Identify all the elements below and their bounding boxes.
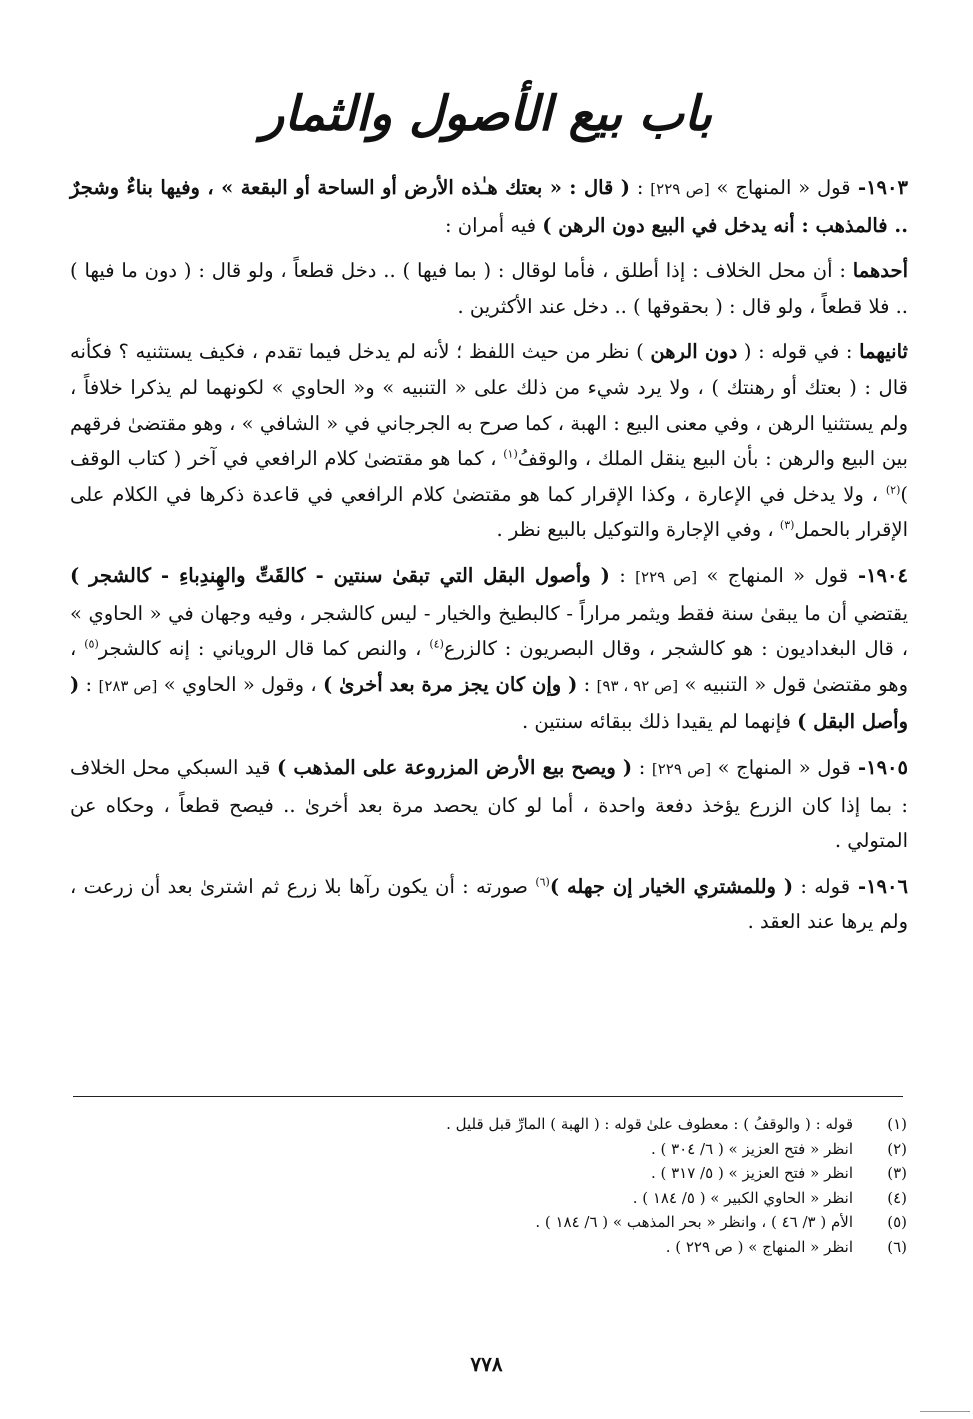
text-segment: فيه أمران : bbox=[445, 213, 543, 237]
footnote-text: انظر « الحاوي الكبير » ( ٥/ ١٨٤ ) . bbox=[632, 1188, 853, 1207]
footnote-text: انظر « المنهاج » ( ص ٢٢٩ ) . bbox=[665, 1237, 853, 1256]
text-segment: ، وهو مقتضىٰ قول « التنبيه » bbox=[70, 637, 908, 696]
page-edge-line bbox=[920, 1411, 970, 1412]
footnote bbox=[67, 1210, 907, 1235]
body-text bbox=[70, 170, 908, 950]
footnote bbox=[67, 1235, 907, 1260]
footnote-ref: (٦) bbox=[535, 875, 550, 889]
footnote bbox=[67, 1186, 907, 1211]
quoted-text: ( وللمشتري الخيار إن جهله ) bbox=[549, 874, 794, 898]
quoted-text: أحدهما bbox=[852, 259, 908, 283]
text-segment: : bbox=[79, 672, 99, 696]
quoted-text: ( وإن كان يجز مرة بعد أخرىٰ ) bbox=[323, 672, 578, 696]
footnote-ref: (٣) bbox=[779, 518, 795, 532]
text-segment: ) نظر من حيث اللفظ ؛ لأنه لم يدخل فيما تقدم ، فكيف يستثنيه ؟ فكأنه قال : ( بعتك أو رهنتك ) ، ولا يرد شيء من ذلك على « التنبيه » و« الحاوي » لكونهما لم يذكرا خلافاً ، ولم يستثنيا الرهن ، وفي معنى البيع : الهبة ، كما صرح به الجرجاني في « الشافي » ، وهو مقتضىٰ فرقهم بين البيع والرهن : بأن البيع ينقل الملك ، والوقفُ bbox=[70, 340, 908, 471]
footnote-number: (٦) bbox=[887, 1237, 907, 1256]
footnote-ref: (٥) bbox=[84, 637, 99, 651]
text-segment: قول « المنهاج » bbox=[697, 563, 849, 587]
quoted-text: ثانيهما bbox=[859, 340, 908, 364]
quoted-text: ( وأصل البقل ) bbox=[70, 672, 908, 734]
footnote-divider bbox=[73, 1096, 903, 1097]
quoted-text: ( وأصول البقل التي تبقىٰ سنتين - كالقَتِّ والهِندِباءِ - كالشجر ) bbox=[70, 563, 610, 587]
text-segment: يقتضي أن ما يبقىٰ سنة فقط ويثمر مراراً - كالبطيخ والخيار - ليس كالشجر ، وفيه وجهان في « الحاوي » ، قال البغداديون : هو كالشجر ، وقال البصريون : كالزرع bbox=[70, 601, 908, 661]
page-ref: [ص ٩٢ ، ٩٣] bbox=[596, 676, 679, 695]
chapter-title: باب بيع الأصول والثمار bbox=[261, 86, 712, 142]
text-segment: ، كما هو مقتضىٰ كلام الرافعي في آخر ( كتاب الوقف ) bbox=[70, 447, 908, 506]
text-segment: قول « المنهاج » bbox=[711, 755, 851, 779]
footnote-ref: (٢) bbox=[885, 483, 901, 497]
footnote-number: (٣) bbox=[887, 1164, 907, 1183]
footnote-number: (١) bbox=[887, 1115, 907, 1133]
page-number: ٧٧٨ bbox=[470, 1352, 503, 1376]
footnote-text: الأم ( ٣/ ٤٦ ) ، وانظر « بحر المذهب » ( ٦/ ١٨٤ ) . bbox=[535, 1213, 853, 1232]
paragraph bbox=[70, 750, 908, 859]
text-segment: ، وقول « الحاوي » bbox=[157, 672, 324, 696]
paragraph bbox=[70, 253, 908, 324]
text-segment: : bbox=[630, 176, 651, 199]
page-ref: [ص ٢٢٩] bbox=[650, 180, 710, 198]
issue-number: ١٩٠٥- bbox=[850, 755, 908, 779]
issue-number: ١٩٠٣- bbox=[850, 176, 908, 199]
page-ref: [ص ٢٢٩] bbox=[651, 759, 712, 778]
footnote-ref: (٤) bbox=[429, 637, 444, 651]
text-segment: : أن محل الخلاف : إذا أطلق ، فأما لوقال : ( بما فيها ) .. دخل قطعاً ، ولو قال : ( دون ما فيها ) .. فلا قطعاً ، ولو قال : ( بحقوقها ) .. دخل عند الأكثرين . bbox=[70, 259, 908, 318]
text-segment: : bbox=[577, 672, 597, 696]
text-segment: : bbox=[609, 563, 636, 587]
footnote bbox=[67, 1161, 907, 1186]
footnote-text: قوله : ( والوقفُ ) : معطوف علىٰ قوله : ( الهبة ) المارِّ قبل قليل . bbox=[446, 1115, 853, 1133]
footnote-text: انظر « فتح العزيز » ( ٥/ ٣١٧ ) . bbox=[650, 1164, 853, 1183]
footnote-number: (٤) bbox=[887, 1188, 907, 1207]
footnote-text: انظر « فتح العزيز » ( ٦/ ٣٠٤ ) . bbox=[650, 1139, 853, 1158]
text-segment: قوله : bbox=[793, 874, 851, 898]
text-segment: ، ولا يدخل في الإعارة ، وكذا الإقرار كما هو مقتضىٰ كلام الرافعي في قاعدة ذكرها في الكلام على الإقرار بالحمل bbox=[70, 482, 908, 542]
quoted-text: ( ويصح بيع الأرض المزروعة على المذهب ) bbox=[277, 755, 633, 779]
text-segment: قول « المنهاج » bbox=[709, 176, 851, 199]
text-segment: قيد السبكي محل الخلاف : بما إذا كان الزرع يؤخذ دفعة واحدة ، أما لو كان يحصد مرة بعد أخرىٰ .. فيصح قطعاً ، وحكاه عن المتولي . bbox=[70, 755, 908, 853]
text-segment: : في قوله : ( bbox=[737, 340, 860, 364]
footnote-number: (٢) bbox=[887, 1139, 907, 1158]
issue-number: ١٩٠٤- bbox=[848, 563, 908, 587]
paragraph bbox=[70, 869, 908, 940]
paragraph bbox=[70, 334, 908, 548]
text-segment: ، وفي الإجارة والتوكيل بالبيع نظر . bbox=[496, 518, 780, 542]
text-segment: : bbox=[632, 755, 652, 779]
quoted-text: دون الرهن bbox=[650, 340, 738, 364]
page-ref: [ص ٢٢٩] bbox=[635, 567, 698, 586]
paragraph bbox=[70, 170, 908, 243]
footnote bbox=[67, 1112, 907, 1137]
quoted-text: ( قال : « بعتك هـٰذه الأرض أو الساحة أو البقعة » ، وفيها بناءٌ وشجرٌ .. فالمذهب : أنه يدخل في البيع دون الرهن ) bbox=[70, 176, 908, 237]
paragraph bbox=[70, 558, 908, 740]
footnote-number: (٥) bbox=[887, 1213, 907, 1232]
footnote bbox=[67, 1137, 907, 1162]
text-segment: ، والنص كما قال الروياني : إنه كالشجر bbox=[98, 637, 430, 661]
text-segment: صورته : أن يكون رآها بلا زرع ثم اشترىٰ بعد أن زرعت ، ولم يرها عند العقد . bbox=[70, 874, 908, 934]
text-segment: فإنهما لم يقيدا ذلك ببقائه سنتين . bbox=[522, 710, 798, 734]
issue-number: ١٩٠٦- bbox=[850, 874, 908, 898]
page-ref: [ص ٢٨٣] bbox=[98, 676, 158, 695]
footnotes bbox=[67, 1112, 907, 1260]
footnote-ref: (١) bbox=[503, 447, 518, 461]
